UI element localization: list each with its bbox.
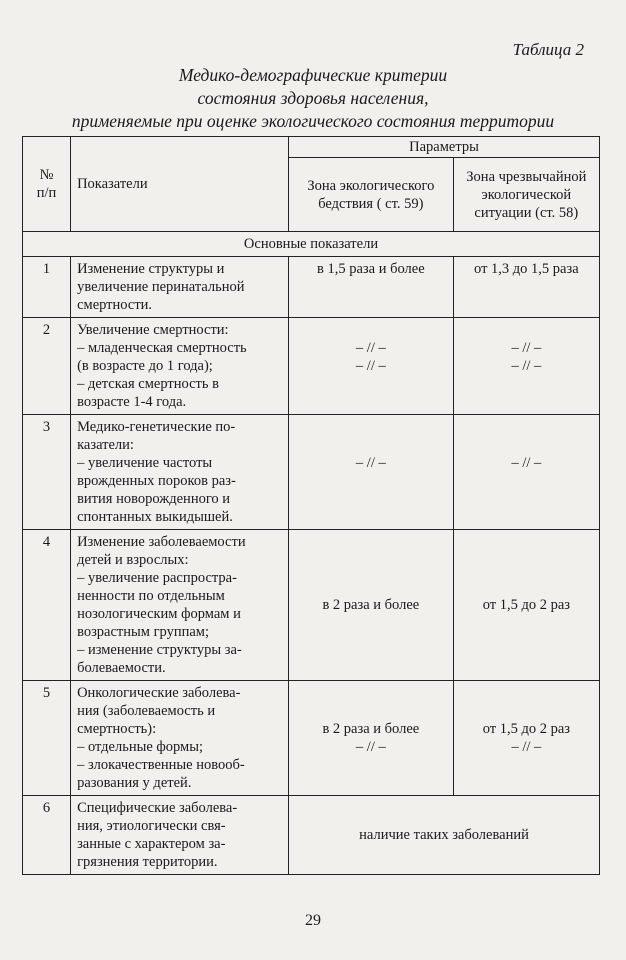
- indicator-line: детей и взрослых:: [77, 552, 189, 568]
- indicator-line: Изменение заболеваемости: [77, 534, 246, 550]
- zone-value: – // –: [511, 455, 542, 471]
- row-number: 6: [23, 796, 71, 875]
- indicator-line: Увеличение смертности:: [77, 322, 229, 338]
- indicator-line: Медико-генетические по-: [77, 419, 236, 435]
- row-number: 2: [23, 318, 71, 415]
- row-indicator: [71, 681, 289, 796]
- row-combined-parameter: наличие таких заболеваний: [288, 796, 599, 875]
- indicator-line: болеваемости.: [77, 660, 166, 676]
- indicator-line: ненности по отдельным: [77, 588, 225, 604]
- indicator-line: увеличение перинатальной: [77, 279, 245, 295]
- indicator-line: занные с характером за-: [77, 836, 226, 852]
- zone-value: в 2 раза и более: [322, 721, 420, 737]
- row-zone-disaster: в 2 раза и более: [288, 530, 453, 681]
- row-indicator: [71, 257, 289, 318]
- indicator-line: возрасте 1-4 года.: [77, 394, 187, 410]
- title-line: применяемые при оценке экологического состояния территории: [71, 111, 555, 131]
- criteria-table: [22, 136, 600, 875]
- indicator-line: нозологическим формам и: [77, 606, 241, 622]
- indicator-line: – увеличение распростра-: [77, 570, 237, 586]
- row-indicator: [71, 415, 289, 530]
- indicator-line: смертность):: [77, 721, 157, 737]
- title-line: состояния здоровья населения,: [197, 88, 429, 108]
- row-indicator: [71, 318, 289, 415]
- indicator-line: Онкологические заболева-: [77, 685, 241, 701]
- zone-value: – // –: [355, 358, 386, 374]
- zone-value: – // –: [355, 340, 386, 356]
- zone-value: от 1,5 до 2 раз: [482, 721, 570, 737]
- row-zone-disaster: в 1,5 раза и более: [288, 257, 453, 318]
- row-number: 1: [23, 257, 71, 318]
- table-row: [23, 681, 600, 796]
- indicator-line: – изменение структуры за-: [77, 642, 242, 658]
- title-line: Медико-демографические критерии: [178, 65, 448, 85]
- table-title: [28, 64, 598, 133]
- indicator-line: – отдельные формы;: [77, 739, 204, 755]
- zone-value: – // –: [355, 455, 386, 471]
- row-number: 3: [23, 415, 71, 530]
- section-main-indicators: Основные показатели: [23, 232, 600, 257]
- indicator-line: – младенческая смертность: [77, 340, 247, 356]
- indicator-line: – злокачественные новооб-: [77, 757, 245, 773]
- row-zone-emergency: [453, 318, 599, 415]
- row-zone-emergency: [453, 415, 599, 530]
- header-indicators: Показатели: [71, 137, 289, 232]
- indicator-line: Изменение структуры и: [77, 261, 225, 277]
- row-zone-emergency: от 1,5 до 2 раз: [453, 530, 599, 681]
- table-row: [23, 318, 600, 415]
- indicator-line: – увеличение частоты: [77, 455, 213, 471]
- header-number-line1: №: [39, 167, 54, 183]
- header-number-line2: п/п: [36, 185, 57, 201]
- row-number: 5: [23, 681, 71, 796]
- indicator-line: ния (заболеваемость и: [77, 703, 216, 719]
- indicator-line: – детская смертность в: [77, 376, 219, 392]
- table-row: [23, 415, 600, 530]
- page-number: 29: [305, 912, 321, 929]
- header-parameters: Параметры: [288, 137, 599, 158]
- table-label: Таблица 2: [512, 40, 584, 59]
- indicator-line: возрастным группам;: [77, 624, 209, 640]
- indicator-line: грязнения территории.: [77, 854, 218, 870]
- table-row: [23, 257, 600, 318]
- indicator-line: смертности.: [77, 297, 153, 313]
- indicator-line: (в возрасте до 1 года);: [77, 358, 213, 374]
- indicator-line: вития новорожденного и: [77, 491, 231, 507]
- zone-value: – // –: [511, 358, 542, 374]
- zone-value: – // –: [511, 340, 542, 356]
- zone-value: – // –: [355, 739, 386, 755]
- header-zone-emergency: Зона чрезвычайной экологической ситуации (ст. 58): [453, 158, 599, 232]
- indicator-line: спонтанных выкидышей.: [77, 509, 233, 525]
- indicator-line: врожденных пороков раз-: [77, 473, 236, 489]
- indicator-line: ния, этиологически свя-: [77, 818, 226, 834]
- header-number: [23, 137, 71, 232]
- row-zone-disaster: [288, 318, 453, 415]
- indicator-line: разования у детей.: [77, 775, 192, 791]
- indicator-line: казатели:: [77, 437, 134, 453]
- row-indicator: [71, 796, 289, 875]
- table-row: [23, 796, 600, 875]
- header-zone-disaster: Зона экологического бедствия ( ст. 59): [288, 158, 453, 232]
- table-row: [23, 530, 600, 681]
- indicator-line: Специфические заболева-: [77, 800, 238, 816]
- row-zone-disaster: [288, 415, 453, 530]
- row-zone-emergency: от 1,3 до 1,5 раза: [453, 257, 599, 318]
- row-zone-emergency: [453, 681, 599, 796]
- row-indicator: [71, 530, 289, 681]
- row-zone-disaster: [288, 681, 453, 796]
- row-number: 4: [23, 530, 71, 681]
- zone-value: – // –: [511, 739, 542, 755]
